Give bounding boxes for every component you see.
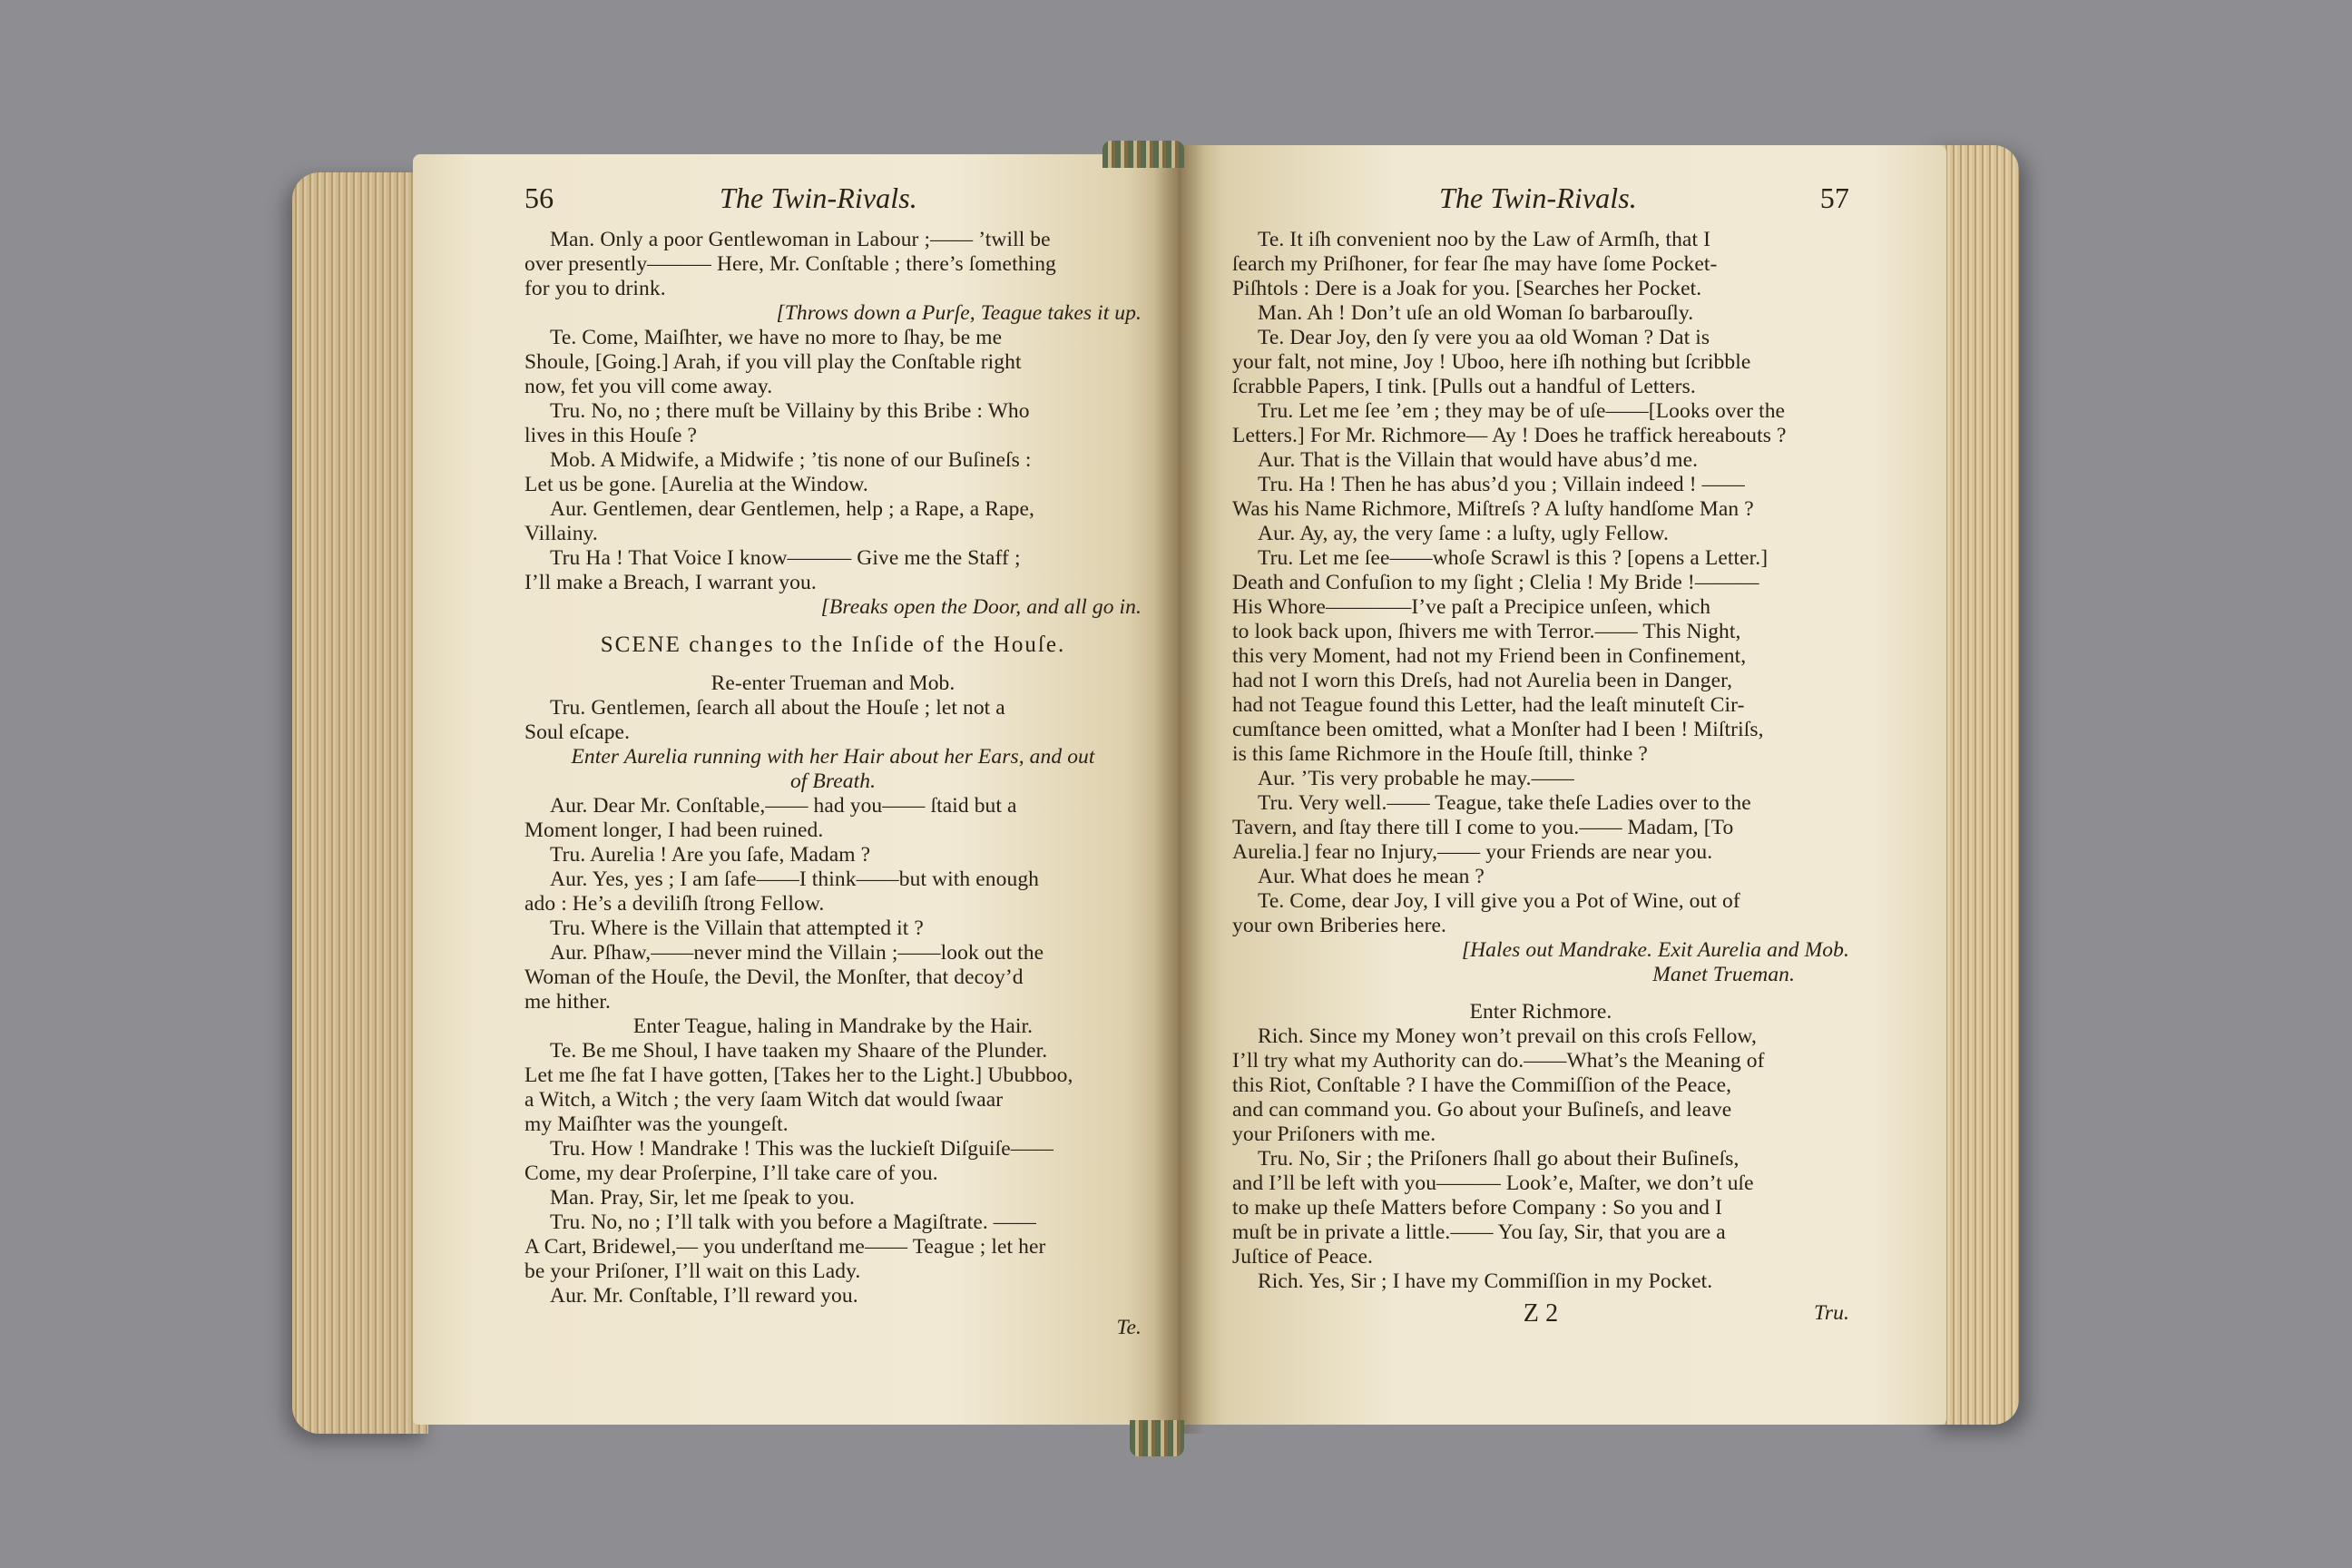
text-line: Aur. Pſhaw,——never mind the Villain ;——look out the: [550, 941, 1044, 965]
text-line: Rich. Since my Money won’t prevail on this croſs Fellow,: [1258, 1024, 1757, 1048]
right-page-number: 57: [1819, 181, 1849, 214]
headband-bottom: [1130, 1420, 1184, 1456]
text-line: Aur. What does he mean ?: [1258, 865, 1485, 888]
stage-direction: Re-enter Trueman and Mob.: [710, 671, 956, 695]
text-line: Piſhtols : Dere is a Joak for you. [Searches her Pocket.: [1232, 277, 1702, 300]
text-line: Tru. Aurelia ! Are you ſafe, Madam ?: [550, 843, 871, 867]
left-catchword: Te.: [1116, 1316, 1142, 1339]
text-line: Tru. Very well.—— Teague, take theſe Ladies over to the: [1258, 791, 1751, 815]
text-line: your Priſoners with me.: [1232, 1122, 1436, 1146]
text-line: Juſtice of Peace.: [1232, 1245, 1374, 1269]
text-line: Te. Come, dear Joy, I vill give you a Pot of Wine, out of: [1258, 889, 1740, 913]
text-line: cumſtance been omitted, what a Monſter had I been ! Miſtriſs,: [1232, 718, 1764, 741]
text-line: Mob. A Midwife, a Midwife ; ’tis none of our Buſineſs :: [550, 448, 1032, 472]
book-gutter: [1154, 145, 1205, 1434]
text-line: Tru. No, Sir ; the Priſoners ſhall go about their Buſineſs,: [1258, 1147, 1740, 1171]
text-line: Man. Only a poor Gentlewoman in Labour ;—— ’twill be: [550, 228, 1051, 251]
text-line: Moment longer, I had been ruined.: [524, 818, 824, 842]
text-line: Soul eſcape.: [524, 720, 631, 744]
text-line: your own Briberies here.: [1232, 914, 1447, 937]
text-line: Aur. Ay, ay, the very ſame : a luſty, ugly Fellow.: [1258, 522, 1669, 545]
text-line: Aur. Yes, yes ; I am ſafe——I think——but with enough: [550, 867, 1040, 891]
text-line: had not I worn this Dreſs, had not Aurelia been in Danger,: [1232, 669, 1733, 692]
text-line: Man. Pray, Sir, let me ſpeak to you.: [550, 1186, 855, 1210]
right-running-head: [1232, 181, 1849, 228]
text-line: Rich. Yes, Sir ; I have my Commiſſion in my Pocket.: [1258, 1269, 1713, 1293]
text-line: Tru. No, no ; I’ll talk with you before a Magiſtrate. ——: [550, 1210, 1037, 1234]
text-line: be your Priſoner, I’ll wait on this Lady.: [524, 1259, 861, 1283]
text-line: a Witch, a Witch ; the very ſaam Witch dat would ſwaar: [524, 1088, 1004, 1112]
stage-direction: Manet Trueman.: [1652, 963, 1795, 986]
stage-direction: [Breaks open the Door, and all go in.: [820, 595, 1142, 619]
text-line: Tru. No, no ; there muſt be Villainy by this Bribe : Who: [550, 399, 1030, 423]
text-line: I’ll try what my Authority can do.——What’s the Meaning of: [1232, 1049, 1765, 1073]
text-line: Death and Confuſion to my ſight ; Clelia ! My Bride !———: [1232, 571, 1759, 594]
text-line: this Riot, Conſtable ? I have the Commiſſion of the Peace,: [1232, 1073, 1732, 1097]
text-line: and can command you. Go about your Buſineſs, and leave: [1232, 1098, 1732, 1122]
text-line: Tru. Ha ! Then he has abus’d you ; Villain indeed ! ——: [1258, 473, 1745, 496]
text-line: Was his Name Richmore, Miſtreſs ? A luſty handſome Man ?: [1232, 497, 1754, 521]
text-line: for you to drink.: [524, 277, 666, 300]
text-line: Tru. Where is the Villain that attempted it ?: [550, 916, 924, 940]
text-line: ſearch my Priſhoner, for fear ſhe may have ſome Pocket-: [1232, 252, 1718, 276]
text-line: Aur. ’Tis very probable he may.——: [1258, 767, 1574, 790]
right-running-title: The Twin-Rivals.: [1439, 181, 1637, 214]
text-line: muſt be in private a little.—— You ſay, Sir, that you are a: [1232, 1220, 1726, 1244]
text-line: Te. Dear Joy, den ſy vere you aa old Woman ? Dat is: [1258, 326, 1710, 349]
left-page-number: 56: [524, 181, 554, 214]
text-line: to make up theſe Matters before Company : So you and I: [1232, 1196, 1722, 1220]
text-line: ado : He’s a deviliſh ſtrong Fellow.: [524, 892, 825, 916]
text-line: Aurelia.] fear no Injury,—— your Friends are near you.: [1232, 840, 1713, 864]
stage-direction: Enter Aurelia running with her Hair about her Ears, and out: [571, 745, 1095, 769]
text-line: and I’ll be left with you——— Look’e, Maſter, we don’t uſe: [1232, 1171, 1754, 1195]
text-line: this very Moment, had not my Friend been in Confinement,: [1232, 644, 1747, 668]
text-line: me hither.: [524, 990, 611, 1014]
text-line: Man. Ah ! Don’t uſe an old Woman ſo barbarouſly.: [1258, 301, 1694, 325]
text-line: is this ſame Richmore in the Houſe ſtill, thinke ?: [1232, 742, 1648, 766]
text-line: Te. Be me Shoul, I have taaken my Shaare of the Plunder.: [550, 1039, 1048, 1063]
right-catchword: Tru.: [1814, 1301, 1849, 1325]
text-line: Aur. Gentlemen, dear Gentlemen, help ; a Rape, a Rape,: [550, 497, 1034, 521]
headband-top: [1102, 141, 1184, 168]
text-line: to look back upon, ſhivers me with Terror.—— This Night,: [1232, 620, 1741, 643]
text-line: Come, my dear Proſerpine, I’ll take care of you.: [524, 1161, 938, 1185]
text-line: Aur. That is the Villain that would have abus’d me.: [1258, 448, 1699, 472]
text-line: His Whore————I’ve paſt a Precipice unſeen, which: [1232, 595, 1711, 619]
text-line: now, fet you vill come away.: [524, 375, 773, 398]
text-line: Te. It iſh convenient noo by the Law of Armſh, that I: [1258, 228, 1710, 251]
text-line: Villainy.: [524, 522, 598, 545]
stage-direction: [Hales out Mandrake. Exit Aurelia and Mob.: [1461, 938, 1849, 962]
right-page-text: [1232, 181, 1849, 1328]
scene-heading: SCENE changes to the Inſide of the Houſe.: [600, 632, 1066, 657]
signature-mark: Z 2: [1523, 1299, 1559, 1328]
text-line: Tru Ha ! That Voice I know——— Give me the Staff ;: [550, 546, 1021, 570]
text-line: Tru. Let me ſee——whoſe Scrawl is this ? [opens a Letter.]: [1258, 546, 1769, 570]
text-line: Aur. Dear Mr. Conſtable,—— had you—— ſtaid but a: [550, 794, 1017, 818]
text-line: Shoule, [Going.] Arah, if you vill play the Conſtable right: [524, 350, 1022, 374]
text-line: Aur. Mr. Conſtable, I’ll reward you.: [550, 1284, 858, 1308]
text-line: my Maiſhter was the youngeſt.: [524, 1112, 789, 1136]
text-line: A Cart, Bridewel,— you underſtand me—— Teague ; let her: [524, 1235, 1046, 1259]
text-line: Tru. Gentlemen, ſearch all about the Houſe ; let not a: [550, 696, 1005, 720]
section-gap: [1232, 987, 1849, 1000]
stage-direction: Enter Teague, haling in Mandrake by the Hair.: [632, 1014, 1034, 1038]
text-line: ſcrabble Papers, I tink. [Pulls out a handful of Letters.: [1232, 375, 1696, 398]
text-line: Let me ſhe fat I have gotten, [Takes her to the Light.] Ububboo,: [524, 1063, 1073, 1087]
text-line: I’ll make a Breach, I warrant you.: [524, 571, 817, 594]
left-page-text: [524, 181, 1142, 1340]
page-edges-left: [292, 172, 428, 1434]
text-line: lives in this Houſe ?: [524, 424, 698, 447]
text-line: over presently——— Here, Mr. Conſtable ; there’s ſomething: [524, 252, 1056, 276]
stage-direction: [Throws down a Purſe, Teague takes it up.: [776, 301, 1142, 325]
text-line: Te. Come, Maiſhter, we have no more to ſhay, be me: [550, 326, 1003, 349]
right-page-footer: [1232, 1301, 1849, 1328]
text-line: Woman of the Houſe, the Devil, the Monſter, that decoy’d: [524, 965, 1024, 989]
left-running-title: The Twin-Rivals.: [720, 181, 917, 214]
text-line: your falt, not mine, Joy ! Uboo, here iſh nothing but ſcribble: [1232, 350, 1751, 374]
text-line: had not Teague found this Letter, had the leaſt minuteſt Cir-: [1232, 693, 1745, 717]
text-line: Tru. Let me ſee ’em ; they may be of uſe——[Looks over the: [1258, 399, 1786, 423]
stage-direction: Enter Richmore.: [1469, 1000, 1612, 1024]
left-running-head: [524, 181, 1142, 228]
text-line: Letters.] For Mr. Richmore— Ay ! Does he traffick hereabouts ?: [1232, 424, 1787, 447]
text-line: Tavern, and ſtay there till I come to you.—— Madam, [To: [1232, 816, 1734, 839]
stage-direction: of Breath.: [789, 769, 877, 793]
text-line: Let us be gone. [Aurelia at the Window.: [524, 473, 868, 496]
text-line: Tru. How ! Mandrake ! This was the luckieſt Diſguiſe——: [550, 1137, 1054, 1161]
